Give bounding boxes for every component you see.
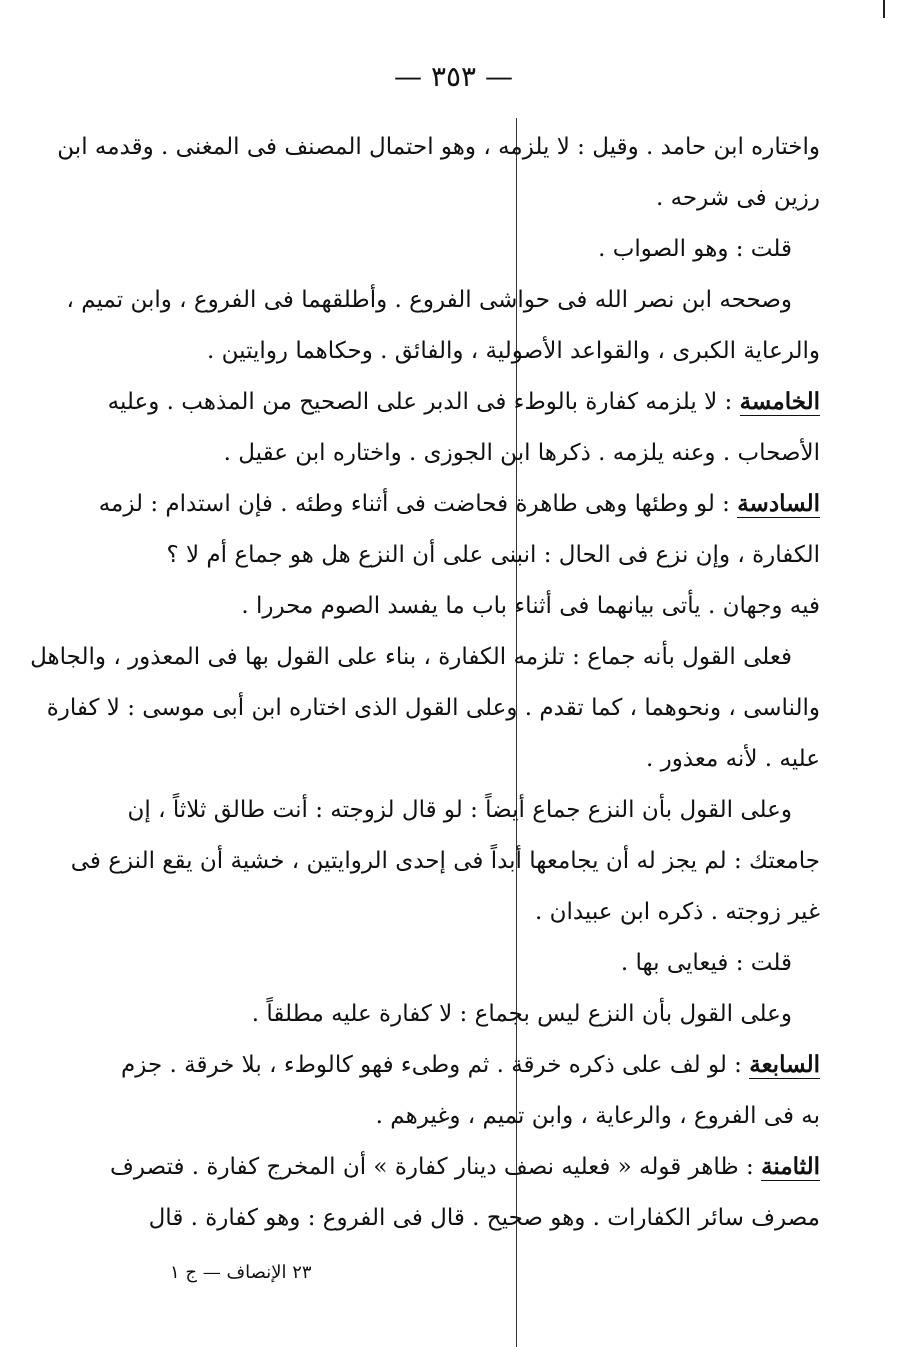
text-line	[160, 589, 820, 640]
line-text: فعلى القول بأنه جماع : تلزمه الكفارة ، بناء على القول بها فى المعذور ، والجاهل	[30, 644, 792, 670]
text-line	[57, 130, 820, 181]
text-line	[127, 793, 820, 844]
text-line	[66, 283, 820, 334]
line-text: : لو وطئها وهى طاهرة فحاضت فى أثناء وطئه . فإن استدام : لزمه	[98, 491, 738, 517]
line-text: الأصحاب . وعنه يلزمه . ذكرها ابن الجوزى . واختاره ابن عقيل .	[223, 440, 820, 466]
section-heading: السابعة	[749, 1051, 820, 1078]
text-line	[160, 1099, 820, 1150]
text-line	[160, 895, 820, 946]
line-text: قلت : فيعايى بها .	[620, 950, 792, 976]
line-text: : لو لف على ذكره خرقة . ثم وطىء فهو كالوطء ، بلا خرقة . جزم	[121, 1052, 750, 1078]
text-line	[160, 181, 820, 232]
text-line	[160, 334, 820, 385]
text-line	[148, 1201, 820, 1252]
line-text: وصححه ابن نصر الله فى حواشى الفروع . وأطلقهما فى الفروع ، وابن تميم ،	[66, 287, 792, 313]
line-text: والرعاية الكبرى ، والقواعد الأصولية ، والفائق . وحكاهما روايتين .	[207, 338, 820, 364]
line-text: فيه وجهان . يأتى بيانهما فى أثناء باب ما يفسد الصوم محررا .	[241, 593, 820, 619]
text-block	[30, 130, 820, 1252]
section-heading: السادسة	[737, 490, 820, 517]
text-line	[107, 385, 820, 436]
line-text: : ظاهر قوله « فعليه نصف دينار كفارة » أن المخرج كفارة . فتصرف	[110, 1154, 762, 1180]
line-text: وعلى القول بأن النزع ليس بجماع : لا كفارة عليه مطلقاً .	[251, 1001, 792, 1027]
line-text: رزين فى شرحه .	[655, 185, 820, 211]
line-text: غير زوجته . ذكره ابن عبيدان .	[534, 899, 820, 925]
section-heading: الخامسة	[739, 388, 820, 415]
line-text: مصرف سائر الكفارات . وهو صحيح . قال فى الفروع : وهو كفارة . قال	[148, 1205, 820, 1231]
text-line	[110, 1150, 820, 1201]
text-line	[121, 1048, 820, 1099]
text-line	[70, 844, 820, 895]
line-text: عليه . لأنه معذور .	[645, 746, 820, 772]
text-line	[160, 232, 820, 283]
line-text: قلت : وهو الصواب .	[598, 236, 792, 262]
section-heading: الثامنة	[761, 1153, 820, 1180]
text-line	[30, 640, 820, 691]
line-text: وعلى القول بأن النزع جماع أيضاً : لو قال لزوجته : أنت طالق ثلاثاً ، إن	[127, 797, 792, 823]
margin-tick	[883, 0, 909, 18]
line-text: جامعتك : لم يجز له أن يجامعها أبداً فى إحدى الروايتين ، خشية أن يقع النزع فى	[70, 848, 820, 874]
text-line	[160, 946, 820, 997]
text-line	[160, 997, 820, 1048]
text-line	[98, 487, 820, 538]
text-line	[160, 538, 820, 589]
page-number: — ٣٥٣ —	[394, 60, 513, 93]
text-line	[160, 742, 820, 793]
text-line	[160, 436, 820, 487]
line-text: : لا يلزمه كفارة بالوطء فى الدبر على الصحيح من المذهب . وعليه	[107, 389, 740, 415]
page-footer: ٢٣ الإنصاف — ج ١	[170, 1262, 312, 1283]
text-line	[46, 691, 820, 742]
line-text: واختاره ابن حامد . وقيل : لا يلزمه ، وهو احتمال المصنف فى المغنى . وقدمه ابن	[57, 134, 820, 160]
line-text: والناسى ، ونحوهما ، كما تقدم . وعلى القول الذى اختاره ابن أبى موسى : لا كفارة	[46, 695, 820, 721]
line-text: الكفارة ، وإن نزع فى الحال : انبنى على أن النزع هل هو جماع أم لا ؟	[166, 542, 820, 568]
line-text: به فى الفروع ، والرعاية ، وابن تميم ، وغيرهم .	[375, 1103, 820, 1129]
